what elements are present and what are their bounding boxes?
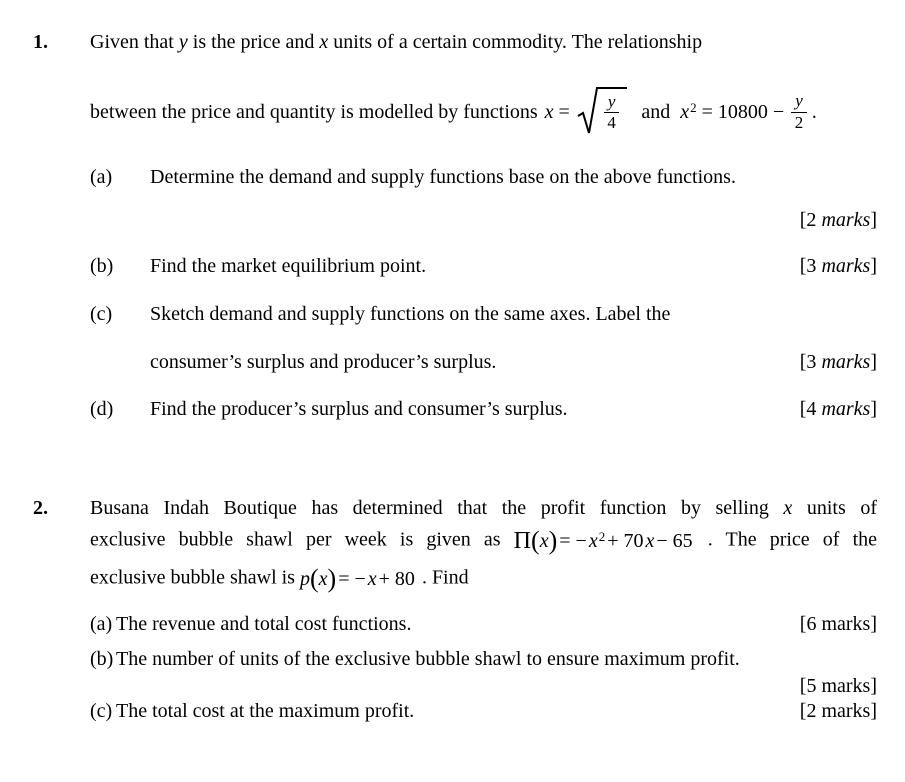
marks-post: ] [870, 209, 877, 231]
part-text: Find the producer’s surplus and consumer’s surplus. [150, 398, 568, 420]
equation-text: + 70 [607, 529, 644, 552]
paren-open: ( [531, 526, 540, 555]
part-text: consumer’s surplus and producer’s surplus. [150, 351, 497, 373]
part-label: (c) [90, 303, 113, 325]
marks-label: [6 marks] [799, 613, 877, 635]
intro-text: exclusive bubble shawl is [90, 566, 300, 589]
part-row-2c [90, 700, 877, 723]
part-label: (a) [90, 166, 113, 188]
marks-label [800, 255, 877, 278]
radicand [598, 87, 628, 133]
marks-post: ] [870, 255, 877, 277]
part-row-1a [90, 166, 877, 189]
marks-pre: [4 [799, 398, 822, 420]
variable-x: x [318, 567, 328, 590]
variable-x: x [680, 100, 690, 123]
intro-text: . The price of the [694, 528, 877, 551]
marks-label: [2 marks] [799, 700, 877, 722]
part-text: Determine the demand and supply functions base on the above functions. [150, 166, 736, 188]
part-text: The number of units of the exclusive bubble shawl to ensure maximum profit. [116, 648, 740, 670]
intro-text: Busana Indah Boutique has determined that the profit function by selling [90, 497, 784, 519]
part-row-2b [90, 648, 877, 671]
variable-x: x [539, 529, 549, 552]
marks-label [800, 398, 877, 421]
denominator: 2 [794, 112, 804, 132]
square-root [577, 87, 628, 137]
numerator: y [791, 92, 807, 112]
marks-label [800, 209, 877, 231]
equation-text: = 10800 − [701, 100, 785, 123]
intro-text: Given that [90, 31, 179, 53]
part-label: (a) [90, 613, 113, 635]
question-2-intro-line-2 [90, 528, 877, 554]
part-label: (d) [90, 398, 114, 420]
marks-post: ] [870, 398, 877, 420]
intro-text: is the price and [187, 31, 320, 53]
part-text: Sketch demand and supply functions on the same axes. Label the [150, 303, 671, 325]
superscript: 2 [690, 99, 697, 115]
x-squared [589, 530, 605, 553]
marks-row-1a [90, 209, 877, 232]
capital-pi: Π [513, 528, 532, 554]
paren-close: ) [327, 564, 337, 593]
variable-x: x [544, 100, 554, 123]
marks-pre: [3 [799, 255, 822, 277]
radical-sign-icon [577, 87, 599, 137]
question-2-number: 2. [33, 497, 48, 519]
part-text: The total cost at the maximum profit. [116, 700, 415, 722]
variable-x: x [319, 31, 329, 53]
intro-text: units of [792, 497, 877, 519]
period: . [811, 100, 817, 123]
part-row-2a [90, 613, 877, 636]
question-2-intro-line-1 [90, 497, 877, 520]
paren-close: ) [548, 526, 558, 555]
part-text: The revenue and total cost functions. [116, 613, 412, 635]
intro-text: units of a certain commodity. The relationship [328, 31, 703, 53]
question-1-number: 1. [33, 31, 48, 53]
numerator: y [604, 93, 620, 113]
equals-sign: = [558, 100, 570, 123]
marks-word: marks [821, 398, 871, 420]
conjunction: and [641, 100, 671, 123]
question-1-intro-line-1 [90, 31, 830, 54]
variable-x: x [367, 567, 377, 590]
paren-open: ( [309, 564, 319, 593]
marks-pre: [2 [799, 209, 822, 231]
marks-row-2b [90, 675, 877, 698]
part-row-1c [90, 303, 877, 326]
marks-pre: [3 [799, 351, 822, 373]
intro-text: exclusive bubble shawl per week is given as [90, 528, 514, 551]
intro-text: between the price and quantity is modelled by functions [90, 100, 538, 123]
part-label: (b) [90, 648, 114, 670]
intro-text: . Find [416, 566, 469, 589]
supply-equation [680, 92, 817, 132]
x-squared [680, 101, 696, 124]
variable-x: x [588, 529, 598, 552]
price-function-equation [300, 566, 417, 592]
part-row-1d [90, 398, 877, 421]
part-row-1b [90, 255, 877, 278]
variable-y: y [178, 31, 188, 53]
equation-text: = − [559, 529, 587, 552]
denominator: 4 [607, 113, 616, 133]
marks-label [800, 351, 877, 374]
function-p: p [299, 567, 310, 590]
marks-word: marks [821, 255, 871, 277]
fraction [791, 92, 807, 132]
marks-word: marks [821, 351, 871, 373]
variable-x: x [783, 497, 793, 519]
superscript: 2 [598, 528, 606, 544]
question-2-intro-line-3 [90, 566, 877, 592]
equation-text: − 65 [656, 529, 693, 552]
equation-text: + 80 [378, 567, 415, 590]
part-text: Find the market equilibrium point. [150, 255, 427, 277]
fraction [604, 93, 620, 133]
marks-word: marks [821, 209, 871, 231]
equation-text: = − [338, 567, 366, 590]
question-1-intro-line-2 [90, 76, 890, 148]
marks-label: [5 marks] [799, 675, 877, 697]
part-row-1c-line2 [150, 351, 877, 374]
part-label: (c) [90, 700, 113, 722]
marks-post: ] [870, 351, 877, 373]
profit-function-equation [514, 528, 695, 554]
sqrt-equation [545, 87, 630, 137]
part-label: (b) [90, 255, 114, 277]
variable-x: x [645, 529, 655, 552]
